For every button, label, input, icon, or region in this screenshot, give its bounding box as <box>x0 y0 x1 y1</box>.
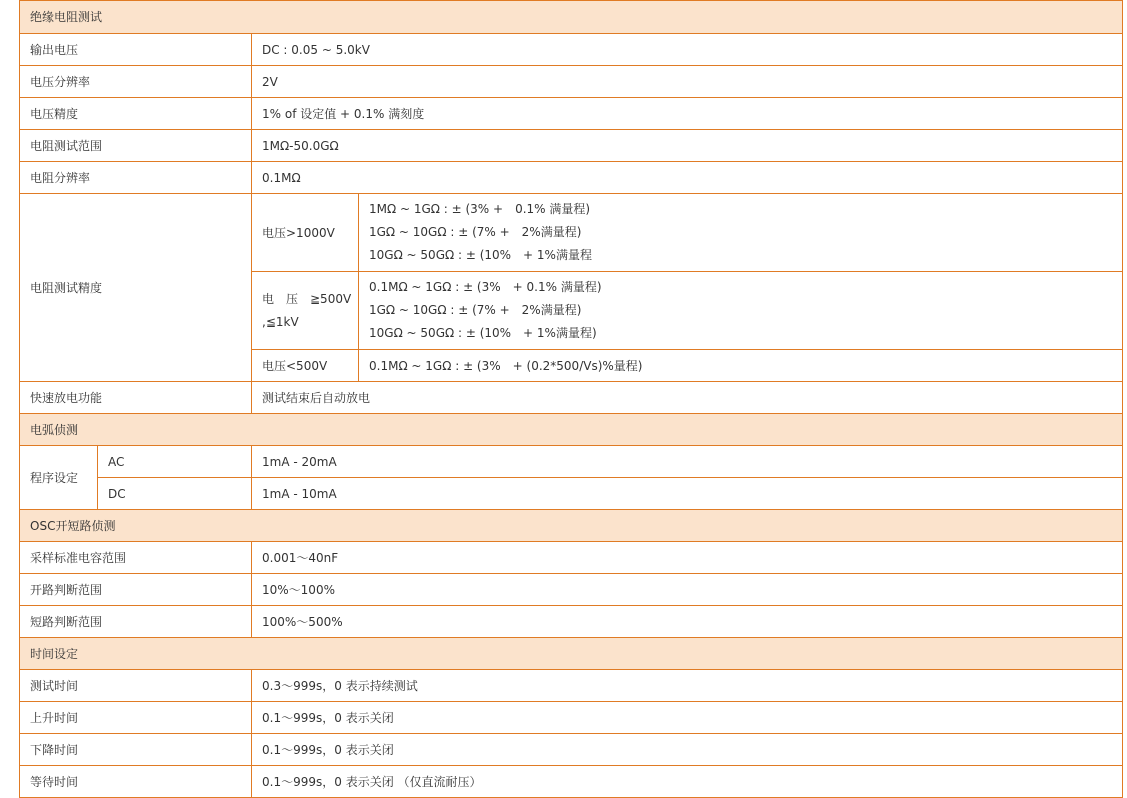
accuracy-line: 10GΩ ~ 50GΩ : ± (10% + 1%满量程) <box>369 326 597 340</box>
accuracy-label: 电阻测试精度 <box>20 194 252 382</box>
accuracy-condition <box>252 272 359 350</box>
row-label: 电阻分辨率 <box>20 162 252 194</box>
row-label: 电压精度 <box>20 98 252 130</box>
row-value: 0.001～40nF <box>252 542 1123 574</box>
row-label: 等待时间 <box>20 766 252 798</box>
accuracy-values: 0.1MΩ ~ 1GΩ : ± (3% + (0.2*500/Vs)%量程) <box>359 350 1123 382</box>
table-row <box>20 382 1123 414</box>
row-value: 0.1～999s，0 表示关闭 <box>252 702 1123 734</box>
row-value: 0.1～999s，0 表示关闭 <box>252 734 1123 766</box>
table-row <box>20 734 1123 766</box>
section-title-insulation: 绝缘电阻测试 <box>20 1 1123 34</box>
row-label: 快速放电功能 <box>20 382 252 414</box>
row-value: 1mA - 10mA <box>252 478 1123 510</box>
row-label: 短路判断范围 <box>20 606 252 638</box>
table-row <box>20 606 1123 638</box>
arc-mode: DC <box>98 478 252 510</box>
condition-line: 电 压 ≧500V <box>262 291 352 306</box>
section-row-timing <box>20 638 1123 670</box>
table-row <box>20 98 1123 130</box>
row-value: 1MΩ-50.0GΩ <box>252 130 1123 162</box>
row-label: 测试时间 <box>20 670 252 702</box>
arc-mode: AC <box>98 446 252 478</box>
table-row <box>20 66 1123 98</box>
table-row <box>20 446 1123 478</box>
table-row <box>20 194 1123 272</box>
table-row <box>20 670 1123 702</box>
section-title-osc: OSC开短路侦测 <box>20 510 1123 542</box>
accuracy-condition: 电压<500V <box>252 350 359 382</box>
section-row-osc <box>20 510 1123 542</box>
row-label: 电压分辨率 <box>20 66 252 98</box>
accuracy-line: 0.1MΩ ~ 1GΩ : ± (3% + 0.1% 满量程) <box>369 280 602 294</box>
table-row <box>20 574 1123 606</box>
row-label: 下降时间 <box>20 734 252 766</box>
section-row-arc <box>20 414 1123 446</box>
row-value: 0.1～999s，0 表示关闭 （仅直流耐压） <box>252 766 1123 798</box>
accuracy-line: 10GΩ ~ 50GΩ : ± (10% + 1%满量程 <box>369 248 592 262</box>
row-value: DC : 0.05 ~ 5.0kV <box>252 34 1123 66</box>
row-label: 采样标准电容范围 <box>20 542 252 574</box>
row-value: 10%～100% <box>252 574 1123 606</box>
spec-table <box>19 0 1123 798</box>
section-title-arc: 电弧侦测 <box>20 414 1123 446</box>
row-label: 输出电压 <box>20 34 252 66</box>
accuracy-values <box>359 194 1123 272</box>
table-row <box>20 162 1123 194</box>
row-value: 100%～500% <box>252 606 1123 638</box>
row-label: 电阻测试范围 <box>20 130 252 162</box>
accuracy-condition: 电压>1000V <box>252 194 359 272</box>
table-row <box>20 766 1123 798</box>
row-value: 1% of 设定值 + 0.1% 满刻度 <box>252 98 1123 130</box>
condition-line: ,≦1kV <box>262 314 299 329</box>
row-value: 测试结束后自动放电 <box>252 382 1123 414</box>
accuracy-line: 1GΩ ~ 10GΩ : ± (7% + 2%满量程) <box>369 303 582 317</box>
section-title-timing: 时间设定 <box>20 638 1123 670</box>
row-value: 1mA - 20mA <box>252 446 1123 478</box>
row-label: 上升时间 <box>20 702 252 734</box>
table-row <box>20 478 1123 510</box>
table-row <box>20 130 1123 162</box>
accuracy-line: 1GΩ ~ 10GΩ : ± (7% + 2%满量程) <box>369 225 582 239</box>
accuracy-values <box>359 272 1123 350</box>
table-row <box>20 34 1123 66</box>
table-row <box>20 702 1123 734</box>
arc-label: 程序设定 <box>20 446 98 510</box>
table-row <box>20 542 1123 574</box>
section-row-insulation <box>20 1 1123 34</box>
row-value: 0.1MΩ <box>252 162 1123 194</box>
row-value: 2V <box>252 66 1123 98</box>
accuracy-line: 1MΩ ~ 1GΩ : ± (3% + 0.1% 满量程) <box>369 202 591 216</box>
row-value: 0.3～999s，0 表示持续测试 <box>252 670 1123 702</box>
row-label: 开路判断范围 <box>20 574 252 606</box>
